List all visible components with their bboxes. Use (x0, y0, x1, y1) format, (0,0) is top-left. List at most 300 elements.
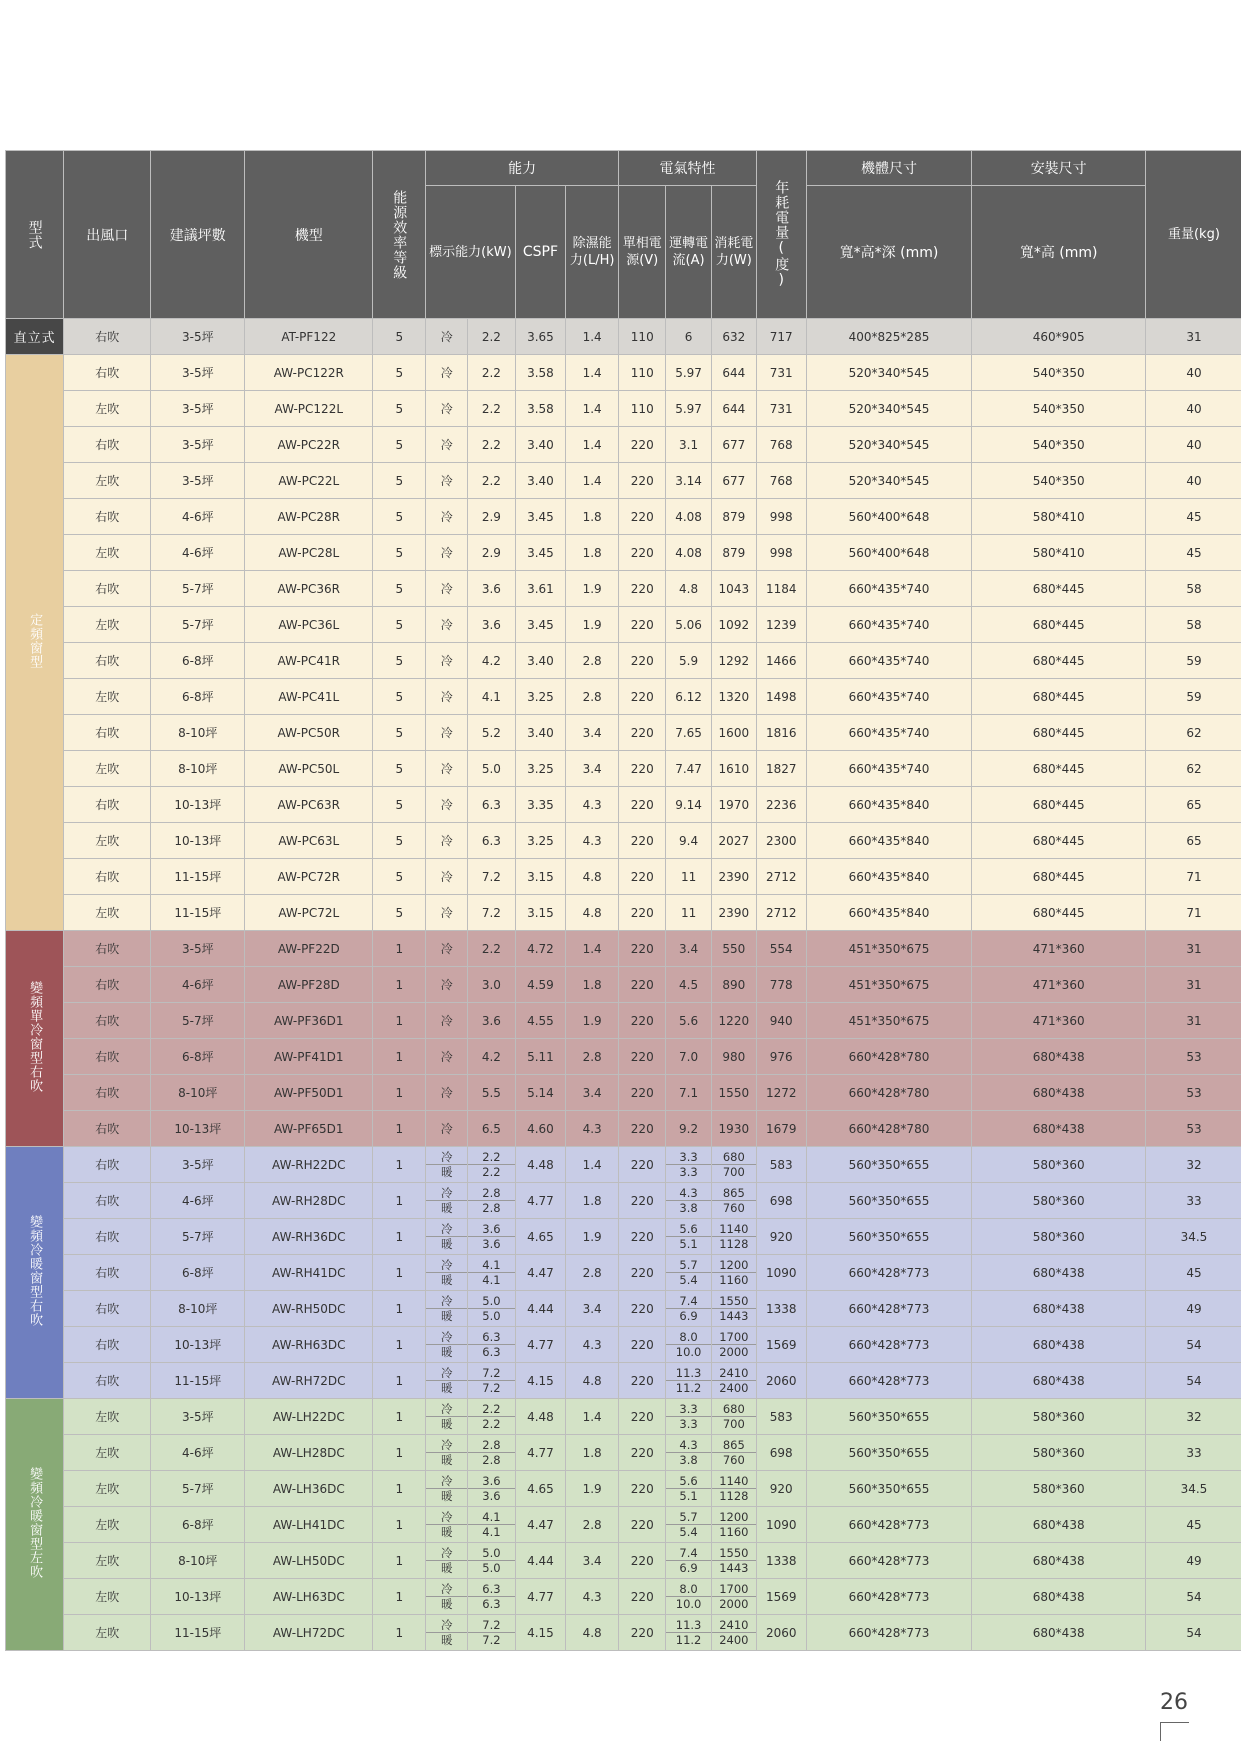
current-cell-line: 7.4 (679, 1546, 698, 1560)
voltage-cell: 220 (619, 427, 666, 463)
body-size-cell: 660*435*840 (806, 859, 972, 895)
voltage-cell: 220 (619, 1579, 666, 1615)
table-row (6, 679, 1241, 715)
capacity-cell-line: 4.1 (468, 1272, 514, 1287)
weight-cell: 54 (1145, 1579, 1241, 1615)
body-size-cell: 400*825*285 (806, 319, 972, 355)
current-cell: 11 (666, 895, 711, 931)
mode-cell-line: 冷 (440, 1186, 453, 1200)
header-body-size-group: 機體尺寸 (806, 151, 972, 186)
install-size-cell: 471*360 (972, 967, 1145, 1003)
body-size-cell: 560*350*655 (806, 1147, 972, 1183)
mode-cell: 冷 (426, 463, 468, 499)
power-cell: 2390 (711, 895, 756, 931)
area-cell: 11-15坪 (151, 895, 245, 931)
annual-kwh-cell: 2712 (756, 859, 806, 895)
cspf-cell: 3.25 (515, 823, 566, 859)
model-cell: AW-LH28DC (245, 1435, 373, 1471)
capacity-cell: 3.6 (468, 571, 515, 607)
outlet-cell: 右吹 (64, 1255, 151, 1291)
capacity-cell (468, 1435, 515, 1471)
power-cell-line: 1160 (712, 1524, 756, 1539)
table-row (6, 1363, 1241, 1399)
mode-cell-line: 冷 (440, 1222, 453, 1236)
dehumid-cell: 1.4 (566, 319, 619, 355)
install-size-cell: 580*360 (972, 1399, 1145, 1435)
dehumid-cell: 4.8 (566, 895, 619, 931)
energy-grade-cell: 1 (373, 1075, 426, 1111)
body-size-cell: 520*340*545 (806, 355, 972, 391)
cspf-cell: 4.77 (515, 1327, 566, 1363)
current-cell: 7.1 (666, 1075, 711, 1111)
page-number: 26 (1160, 1690, 1188, 1715)
current-cell-line: 6.9 (666, 1560, 710, 1575)
power-cell-line: 700 (712, 1164, 756, 1179)
outlet-cell: 左吹 (64, 679, 151, 715)
dehumid-cell: 1.9 (566, 1219, 619, 1255)
power-cell-line: 1700 (719, 1582, 749, 1596)
power-cell-line: 1443 (712, 1308, 756, 1323)
area-cell: 10-13坪 (151, 1579, 245, 1615)
voltage-cell: 220 (619, 1183, 666, 1219)
install-size-cell: 680*438 (972, 1075, 1145, 1111)
dehumid-cell: 4.3 (566, 1111, 619, 1147)
header-type: 型式 (6, 151, 64, 319)
weight-cell: 31 (1145, 931, 1241, 967)
current-cell (666, 1255, 711, 1291)
area-cell: 10-13坪 (151, 1327, 245, 1363)
cspf-cell: 3.45 (515, 535, 566, 571)
model-cell: AW-PF50D1 (245, 1075, 373, 1111)
power-cell (711, 1219, 756, 1255)
body-size-cell: 520*340*545 (806, 463, 972, 499)
voltage-cell: 220 (619, 1219, 666, 1255)
power-cell: 1320 (711, 679, 756, 715)
mode-cell: 冷 (426, 355, 468, 391)
current-cell-line: 5.1 (666, 1488, 710, 1503)
body-size-cell: 560*400*648 (806, 535, 972, 571)
mode-cell (426, 1291, 468, 1327)
energy-grade-cell: 5 (373, 823, 426, 859)
capacity-cell (468, 1579, 515, 1615)
power-cell: 2390 (711, 859, 756, 895)
capacity-cell-line: 2.8 (482, 1438, 501, 1452)
capacity-cell: 2.2 (468, 355, 515, 391)
body-size-cell: 660*428*773 (806, 1579, 972, 1615)
model-cell: AW-PC72R (245, 859, 373, 895)
group-type-label (6, 1147, 64, 1399)
install-size-cell: 680*438 (972, 1507, 1145, 1543)
area-cell: 3-5坪 (151, 463, 245, 499)
current-cell: 4.8 (666, 571, 711, 607)
weight-cell: 34.5 (1145, 1219, 1241, 1255)
annual-kwh-cell: 1498 (756, 679, 806, 715)
mode-cell-line: 冷 (440, 1294, 453, 1308)
capacity-cell: 2.9 (468, 535, 515, 571)
model-cell: AW-PC122L (245, 391, 373, 427)
outlet-cell: 右吹 (64, 1075, 151, 1111)
dehumid-cell: 2.8 (566, 1507, 619, 1543)
capacity-cell-line: 3.6 (468, 1236, 514, 1251)
energy-grade-cell: 5 (373, 679, 426, 715)
energy-grade-cell: 1 (373, 931, 426, 967)
install-size-cell: 680*438 (972, 1291, 1145, 1327)
voltage-cell: 220 (619, 967, 666, 1003)
model-cell: AW-LH41DC (245, 1507, 373, 1543)
energy-grade-cell: 5 (373, 535, 426, 571)
page-corner-mark (1160, 1722, 1189, 1741)
energy-grade-cell: 5 (373, 499, 426, 535)
voltage-cell: 220 (619, 1327, 666, 1363)
weight-cell: 58 (1145, 571, 1241, 607)
body-size-cell: 660*435*740 (806, 715, 972, 751)
current-cell-line: 3.3 (679, 1402, 698, 1416)
energy-grade-cell: 5 (373, 427, 426, 463)
current-cell (666, 1147, 711, 1183)
area-cell: 5-7坪 (151, 1003, 245, 1039)
weight-cell: 65 (1145, 787, 1241, 823)
current-cell-line: 3.3 (666, 1416, 710, 1431)
current-cell-line: 5.7 (679, 1258, 698, 1272)
energy-grade-cell: 5 (373, 859, 426, 895)
capacity-cell-line: 2.2 (468, 1164, 514, 1179)
capacity-cell-line: 6.3 (468, 1344, 514, 1359)
mode-cell-line: 冷 (440, 1582, 453, 1596)
body-size-cell: 660*428*780 (806, 1111, 972, 1147)
body-size-cell: 560*350*655 (806, 1399, 972, 1435)
power-cell: 550 (711, 931, 756, 967)
capacity-cell: 2.9 (468, 499, 515, 535)
table-row (6, 1327, 1241, 1363)
header-install-size: 寬*高 (mm) (972, 186, 1145, 319)
mode-cell-line: 暖 (426, 1596, 467, 1611)
energy-grade-cell: 1 (373, 1291, 426, 1327)
outlet-cell: 右吹 (64, 787, 151, 823)
mode-cell-line: 暖 (426, 1344, 467, 1359)
area-cell: 4-6坪 (151, 967, 245, 1003)
annual-kwh-cell: 2300 (756, 823, 806, 859)
area-cell: 10-13坪 (151, 787, 245, 823)
annual-kwh-cell: 1827 (756, 751, 806, 787)
cspf-cell: 3.58 (515, 355, 566, 391)
power-cell-line: 1700 (719, 1330, 749, 1344)
body-size-cell: 660*428*773 (806, 1327, 972, 1363)
capacity-cell: 6.3 (468, 787, 515, 823)
table-row (6, 607, 1241, 643)
weight-cell: 32 (1145, 1399, 1241, 1435)
dehumid-cell: 1.8 (566, 1183, 619, 1219)
power-cell-line: 760 (712, 1200, 756, 1215)
install-size-cell: 680*445 (972, 787, 1145, 823)
outlet-cell: 左吹 (64, 463, 151, 499)
power-cell: 1092 (711, 607, 756, 643)
model-cell: AW-PF36D1 (245, 1003, 373, 1039)
outlet-cell: 右吹 (64, 715, 151, 751)
energy-grade-cell: 1 (373, 1039, 426, 1075)
energy-grade-cell: 1 (373, 967, 426, 1003)
current-cell-line: 6.9 (666, 1308, 710, 1323)
energy-grade-cell: 1 (373, 1507, 426, 1543)
mode-cell (426, 1579, 468, 1615)
outlet-cell: 左吹 (64, 535, 151, 571)
power-cell (711, 1543, 756, 1579)
header-model: 機型 (245, 151, 373, 319)
outlet-cell: 左吹 (64, 1435, 151, 1471)
mode-cell: 冷 (426, 535, 468, 571)
cspf-cell: 3.65 (515, 319, 566, 355)
header-rated-capacity: 標示能力(kW) (426, 186, 515, 319)
spec-table (5, 150, 1241, 1651)
power-cell (711, 1615, 756, 1651)
annual-kwh-cell: 731 (756, 391, 806, 427)
body-size-cell: 660*435*840 (806, 823, 972, 859)
energy-grade-cell: 5 (373, 715, 426, 751)
outlet-cell: 右吹 (64, 1111, 151, 1147)
table-row (6, 1219, 1241, 1255)
mode-cell-line: 暖 (426, 1380, 467, 1395)
current-cell-line: 11.3 (675, 1618, 702, 1632)
install-size-cell: 680*445 (972, 859, 1145, 895)
mode-cell (426, 1435, 468, 1471)
area-cell: 11-15坪 (151, 1363, 245, 1399)
energy-grade-cell: 1 (373, 1543, 426, 1579)
weight-cell: 62 (1145, 751, 1241, 787)
area-cell: 5-7坪 (151, 1471, 245, 1507)
outlet-cell: 左吹 (64, 895, 151, 931)
annual-kwh-cell: 1338 (756, 1291, 806, 1327)
outlet-cell: 右吹 (64, 427, 151, 463)
mode-cell-line: 冷 (440, 1438, 453, 1452)
install-size-cell: 540*350 (972, 427, 1145, 463)
annual-kwh-cell: 698 (756, 1435, 806, 1471)
mode-cell (426, 1219, 468, 1255)
outlet-cell: 右吹 (64, 1183, 151, 1219)
capacity-cell-line: 3.6 (482, 1222, 501, 1236)
annual-kwh-cell: 554 (756, 931, 806, 967)
energy-grade-cell: 1 (373, 1111, 426, 1147)
capacity-cell: 3.6 (468, 1003, 515, 1039)
install-size-cell: 680*445 (972, 679, 1145, 715)
power-cell: 1970 (711, 787, 756, 823)
energy-grade-cell: 1 (373, 1435, 426, 1471)
power-cell-line: 1443 (712, 1560, 756, 1575)
power-cell (711, 1291, 756, 1327)
weight-cell: 40 (1145, 355, 1241, 391)
install-size-cell: 540*350 (972, 391, 1145, 427)
current-cell-line: 8.0 (679, 1582, 698, 1596)
capacity-cell (468, 1219, 515, 1255)
current-cell-line: 5.1 (666, 1236, 710, 1251)
cspf-cell: 4.77 (515, 1183, 566, 1219)
mode-cell-line: 暖 (426, 1236, 467, 1251)
capacity-cell-line: 7.2 (468, 1632, 514, 1647)
mode-cell (426, 1399, 468, 1435)
energy-grade-cell: 1 (373, 1219, 426, 1255)
dehumid-cell: 3.4 (566, 1543, 619, 1579)
outlet-cell: 左吹 (64, 1615, 151, 1651)
area-cell: 3-5坪 (151, 391, 245, 427)
weight-cell: 49 (1145, 1543, 1241, 1579)
install-size-cell: 680*445 (972, 643, 1145, 679)
mode-cell: 冷 (426, 787, 468, 823)
body-size-cell: 660*428*773 (806, 1363, 972, 1399)
capacity-cell: 2.2 (468, 319, 515, 355)
power-cell: 1043 (711, 571, 756, 607)
header-energy-grade: 能源效率等級 (373, 151, 426, 319)
outlet-cell: 右吹 (64, 355, 151, 391)
capacity-cell: 5.2 (468, 715, 515, 751)
current-cell (666, 1219, 711, 1255)
power-cell: 644 (711, 391, 756, 427)
area-cell: 3-5坪 (151, 1147, 245, 1183)
table-row (6, 967, 1241, 1003)
weight-cell: 45 (1145, 1507, 1241, 1543)
body-size-cell: 660*428*780 (806, 1075, 972, 1111)
capacity-cell (468, 1291, 515, 1327)
cspf-cell: 4.55 (515, 1003, 566, 1039)
mode-cell: 冷 (426, 895, 468, 931)
table-row (6, 1147, 1241, 1183)
current-cell-line: 3.3 (666, 1164, 710, 1179)
mode-cell: 冷 (426, 859, 468, 895)
annual-kwh-cell: 1090 (756, 1507, 806, 1543)
capacity-cell: 7.2 (468, 895, 515, 931)
energy-grade-cell: 5 (373, 571, 426, 607)
annual-kwh-cell: 920 (756, 1219, 806, 1255)
voltage-cell: 220 (619, 607, 666, 643)
weight-cell: 40 (1145, 427, 1241, 463)
power-cell (711, 1255, 756, 1291)
cspf-cell: 4.77 (515, 1435, 566, 1471)
mode-cell: 冷 (426, 427, 468, 463)
mode-cell: 冷 (426, 823, 468, 859)
capacity-cell (468, 1255, 515, 1291)
install-size-cell: 680*445 (972, 607, 1145, 643)
power-cell-line: 1550 (719, 1294, 749, 1308)
area-cell: 10-13坪 (151, 823, 245, 859)
current-cell-line: 4.3 (679, 1186, 698, 1200)
install-size-cell: 680*445 (972, 895, 1145, 931)
header-install-size-group: 安裝尺寸 (972, 151, 1145, 186)
capacity-cell-line: 2.2 (468, 1416, 514, 1431)
group-type-text: 變頻冷暖窗型左吹 (27, 1466, 43, 1579)
current-cell-line: 7.4 (679, 1294, 698, 1308)
weight-cell: 40 (1145, 391, 1241, 427)
capacity-cell (468, 1363, 515, 1399)
current-cell: 3.14 (666, 463, 711, 499)
area-cell: 6-8坪 (151, 1507, 245, 1543)
power-cell-line: 2400 (712, 1632, 756, 1647)
body-size-cell: 560*350*655 (806, 1183, 972, 1219)
table-row (6, 1399, 1241, 1435)
area-cell: 4-6坪 (151, 1183, 245, 1219)
current-cell (666, 1579, 711, 1615)
annual-kwh-cell: 698 (756, 1183, 806, 1219)
header-voltage: 單相電源(V) (619, 186, 666, 319)
annual-kwh-cell: 1184 (756, 571, 806, 607)
power-cell: 1220 (711, 1003, 756, 1039)
power-cell-line: 1160 (712, 1272, 756, 1287)
energy-grade-cell: 5 (373, 391, 426, 427)
voltage-cell: 220 (619, 931, 666, 967)
mode-cell-line: 暖 (426, 1524, 467, 1539)
cspf-cell: 3.25 (515, 679, 566, 715)
outlet-cell: 左吹 (64, 1579, 151, 1615)
current-cell-line: 3.3 (679, 1150, 698, 1164)
install-size-cell: 680*438 (972, 1111, 1145, 1147)
body-size-cell: 660*435*740 (806, 643, 972, 679)
mode-cell (426, 1471, 468, 1507)
area-cell: 3-5坪 (151, 931, 245, 967)
current-cell (666, 1327, 711, 1363)
area-cell: 11-15坪 (151, 1615, 245, 1651)
capacity-cell-line: 4.1 (482, 1510, 501, 1524)
current-cell: 5.97 (666, 391, 711, 427)
energy-grade-cell: 1 (373, 1363, 426, 1399)
voltage-cell: 220 (619, 823, 666, 859)
mode-cell: 冷 (426, 679, 468, 715)
dehumid-cell: 1.4 (566, 427, 619, 463)
capacity-cell-line: 7.2 (468, 1380, 514, 1395)
model-cell: AW-PC41L (245, 679, 373, 715)
outlet-cell: 右吹 (64, 1147, 151, 1183)
table-header (6, 151, 1241, 319)
cspf-cell: 3.40 (515, 715, 566, 751)
energy-grade-cell: 5 (373, 643, 426, 679)
cspf-cell: 4.65 (515, 1471, 566, 1507)
dehumid-cell: 1.4 (566, 931, 619, 967)
model-cell: AW-PC50L (245, 751, 373, 787)
current-cell: 7.47 (666, 751, 711, 787)
outlet-cell: 右吹 (64, 1327, 151, 1363)
mode-cell-line: 暖 (426, 1560, 467, 1575)
table-body (6, 319, 1241, 1651)
table-row (6, 715, 1241, 751)
mode-cell-line: 暖 (426, 1452, 467, 1467)
dehumid-cell: 1.4 (566, 1147, 619, 1183)
mode-cell: 冷 (426, 931, 468, 967)
current-cell: 3.4 (666, 931, 711, 967)
capacity-cell-line: 3.6 (482, 1474, 501, 1488)
body-size-cell: 520*340*545 (806, 427, 972, 463)
energy-grade-cell: 5 (373, 895, 426, 931)
weight-cell: 31 (1145, 1003, 1241, 1039)
capacity-cell: 2.2 (468, 931, 515, 967)
capacity-cell: 6.5 (468, 1111, 515, 1147)
area-cell: 11-15坪 (151, 859, 245, 895)
current-cell: 5.9 (666, 643, 711, 679)
voltage-cell: 220 (619, 535, 666, 571)
current-cell: 6 (666, 319, 711, 355)
power-cell: 2027 (711, 823, 756, 859)
annual-kwh-cell: 1569 (756, 1327, 806, 1363)
power-cell (711, 1327, 756, 1363)
mode-cell (426, 1327, 468, 1363)
annual-kwh-cell: 1338 (756, 1543, 806, 1579)
model-cell: AW-PF22D (245, 931, 373, 967)
energy-grade-cell: 1 (373, 1579, 426, 1615)
dehumid-cell: 4.3 (566, 823, 619, 859)
header-power: 消耗電力(W) (711, 186, 756, 319)
area-cell: 4-6坪 (151, 1435, 245, 1471)
model-cell: AW-PC41R (245, 643, 373, 679)
capacity-cell-line: 2.2 (482, 1150, 501, 1164)
table-row (6, 859, 1241, 895)
weight-cell: 32 (1145, 1147, 1241, 1183)
model-cell: AW-PC122R (245, 355, 373, 391)
capacity-cell (468, 1147, 515, 1183)
power-cell-line: 680 (722, 1150, 745, 1164)
